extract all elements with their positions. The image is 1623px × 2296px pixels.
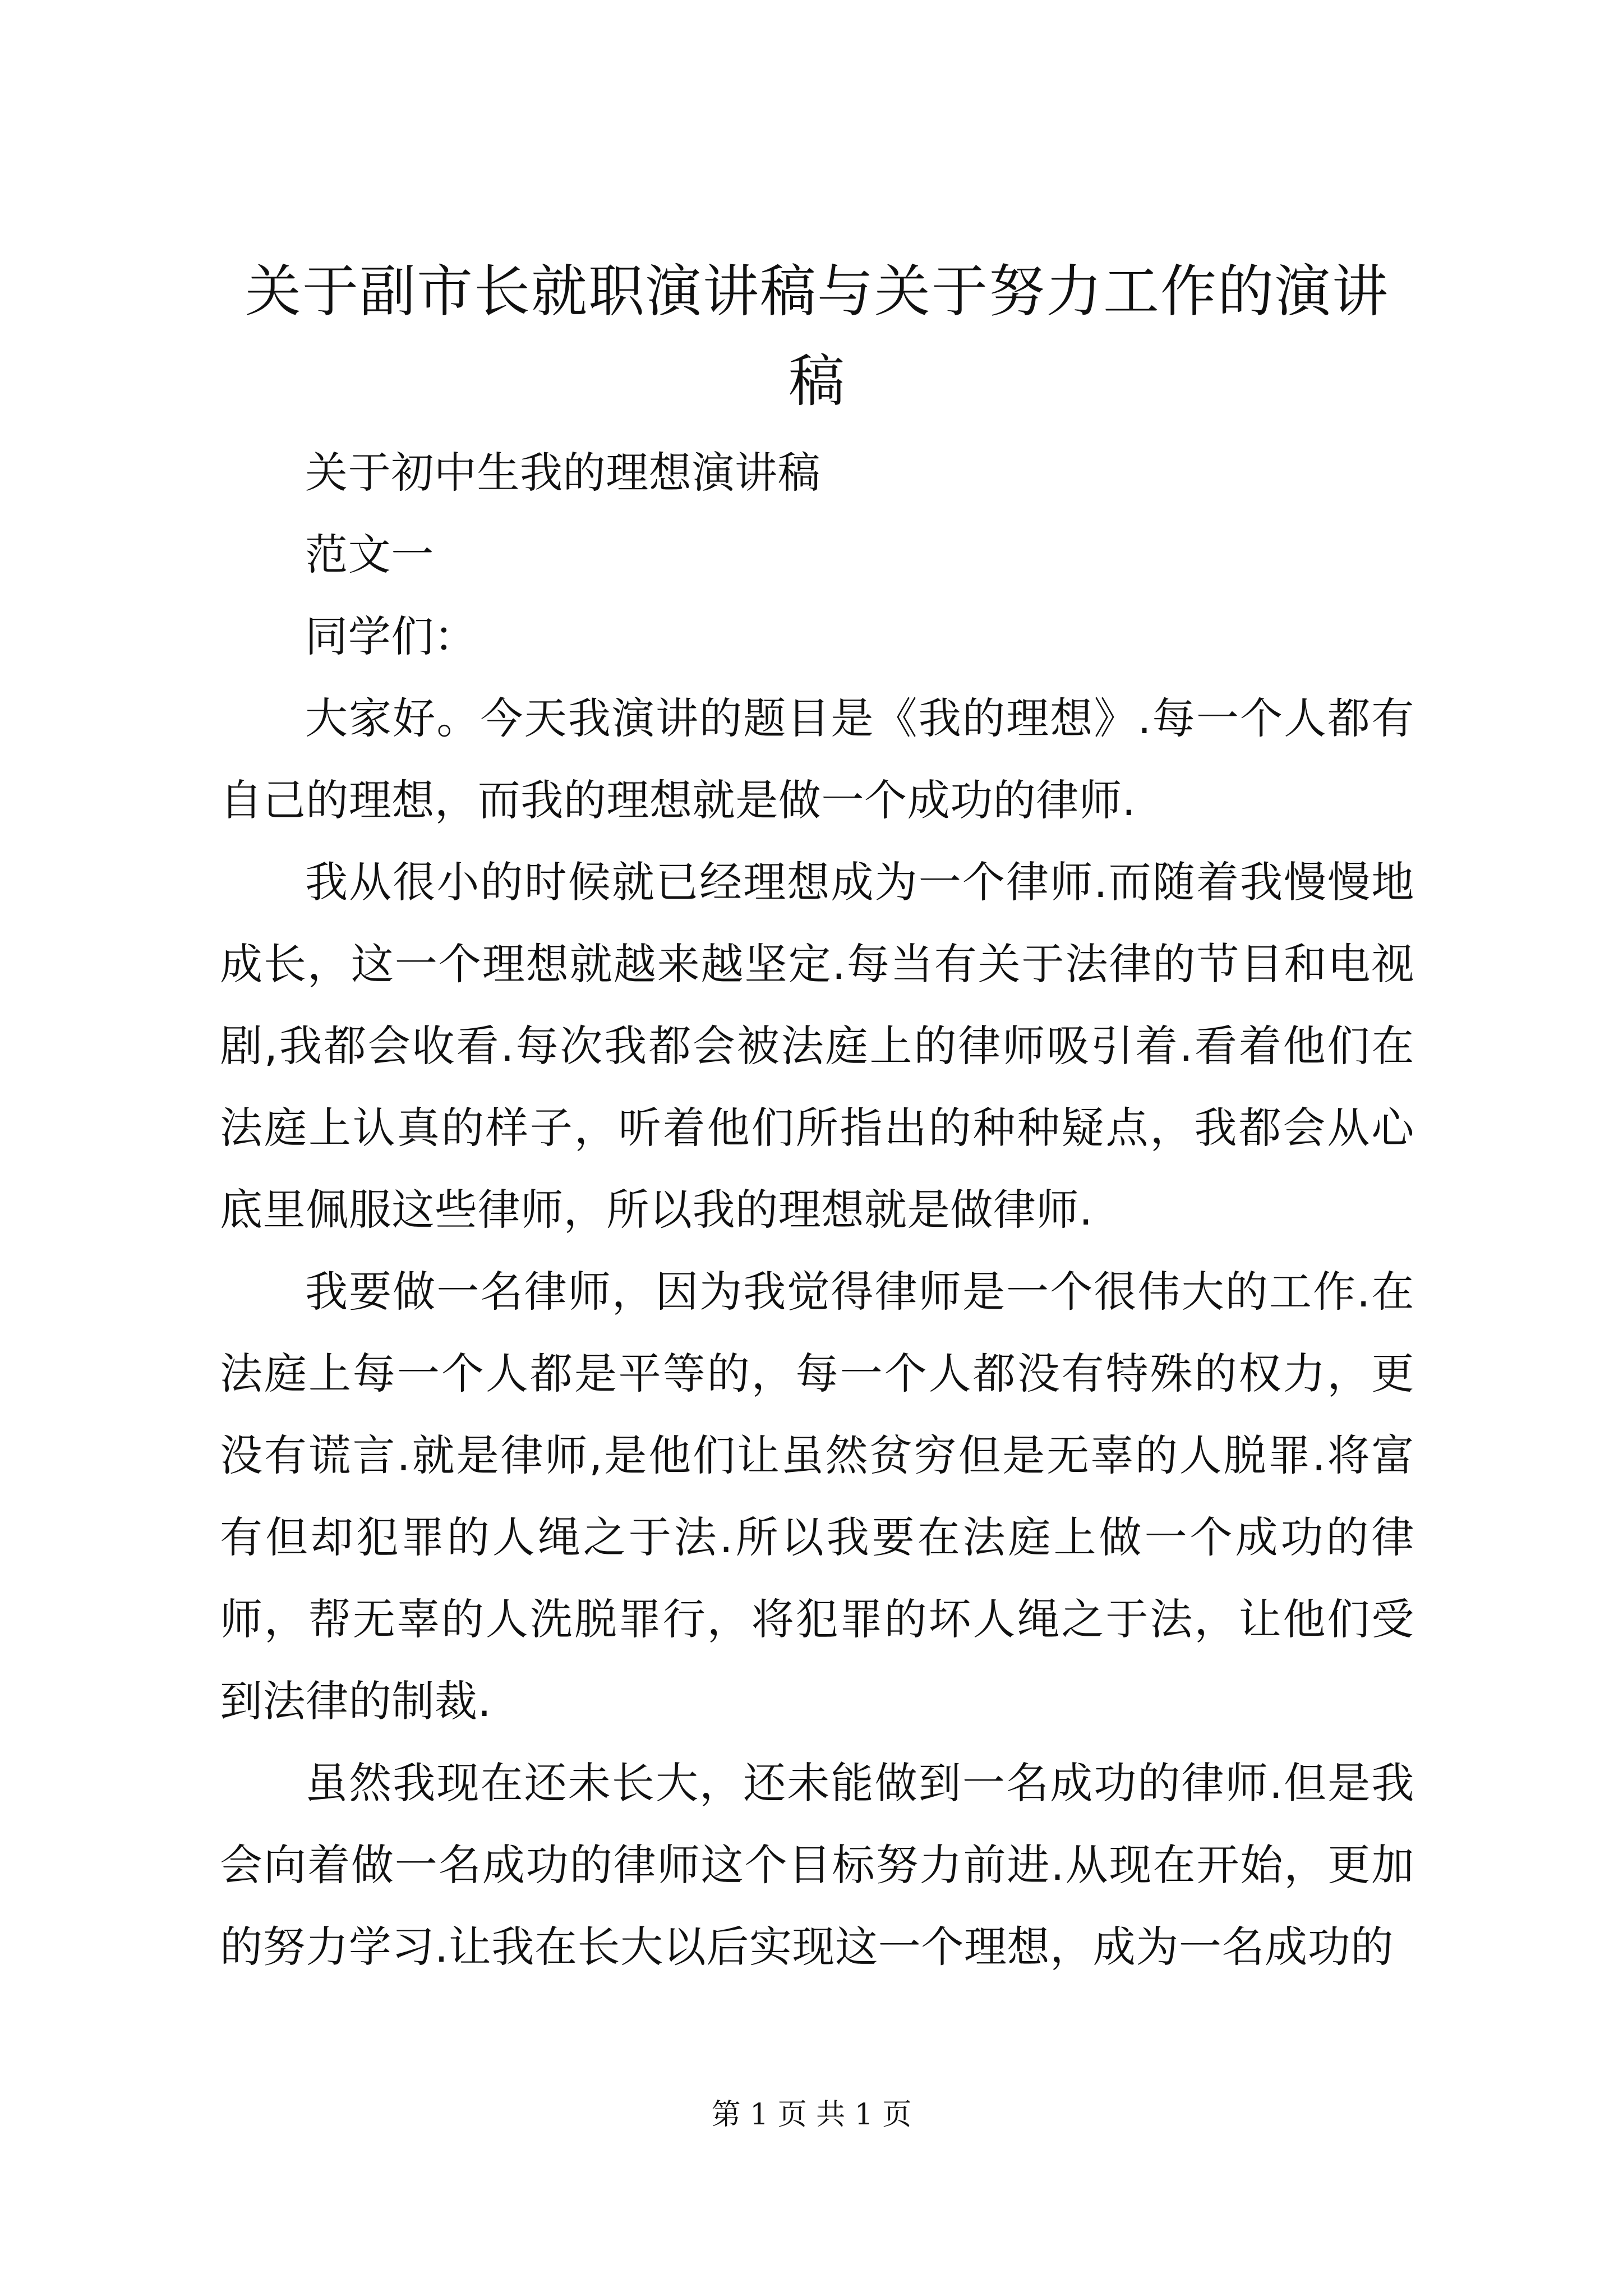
paragraph-subtitle: 关于初中生我的理想演讲稿	[305, 448, 821, 498]
paragraph-body-1: 我从很小的时候就已经理想成为一个律师.而随着我慢慢地成长，这一个理想就越来越坚定.每当有关于法律的节目和电视剧,我都会收看.每次我都会被法庭上的律师吸引着.看着他们在法庭上认真的样子，听着他们所指出的种种疑点，我都会从心底里佩服这些律师，所以我的理想就是做律师.	[220, 857, 1414, 1235]
paragraph-sample-label: 范文一	[305, 530, 434, 579]
title-line-2: 稿	[789, 348, 846, 414]
paragraph-body-2: 我要做一名律师，因为我觉得律师是一个很伟大的工作.在法庭上每一个人都是平等的，每一个人都没有特殊的权力，更没有谎言.就是律师,是他们让虽然贫穷但是无辜的人脱罪.将富有但却犯罪的人绳之于法.所以我要在法庭上做一个成功的律师，帮无辜的人洗脱罪行，将犯罪的坏人绳之于法，让他们受到法律的制裁.	[220, 1267, 1414, 1726]
document-title	[220, 247, 1414, 426]
paragraph-salutation: 同学们：	[305, 611, 477, 661]
paragraph-intro: 大家好。今天我演讲的题目是《我的理想》.每一个人都有自己的理想，而我的理想就是做一个成功的律师.	[220, 693, 1414, 825]
document-body	[220, 247, 1414, 1988]
page-number-footer: 第 1 页 共 1 页	[711, 2098, 912, 2132]
title-line-1: 关于副市长就职演讲稿与关于努力工作的演讲	[245, 259, 1389, 324]
paragraph-body-3: 虽然我现在还未长大，还未能做到一名成功的律师.但是我会向着做一名成功的律师这个目标努力前进.从现在开始，更加的努力学习.让我在长大以后实现这一个理想，成为一名成功的	[220, 1758, 1414, 1972]
